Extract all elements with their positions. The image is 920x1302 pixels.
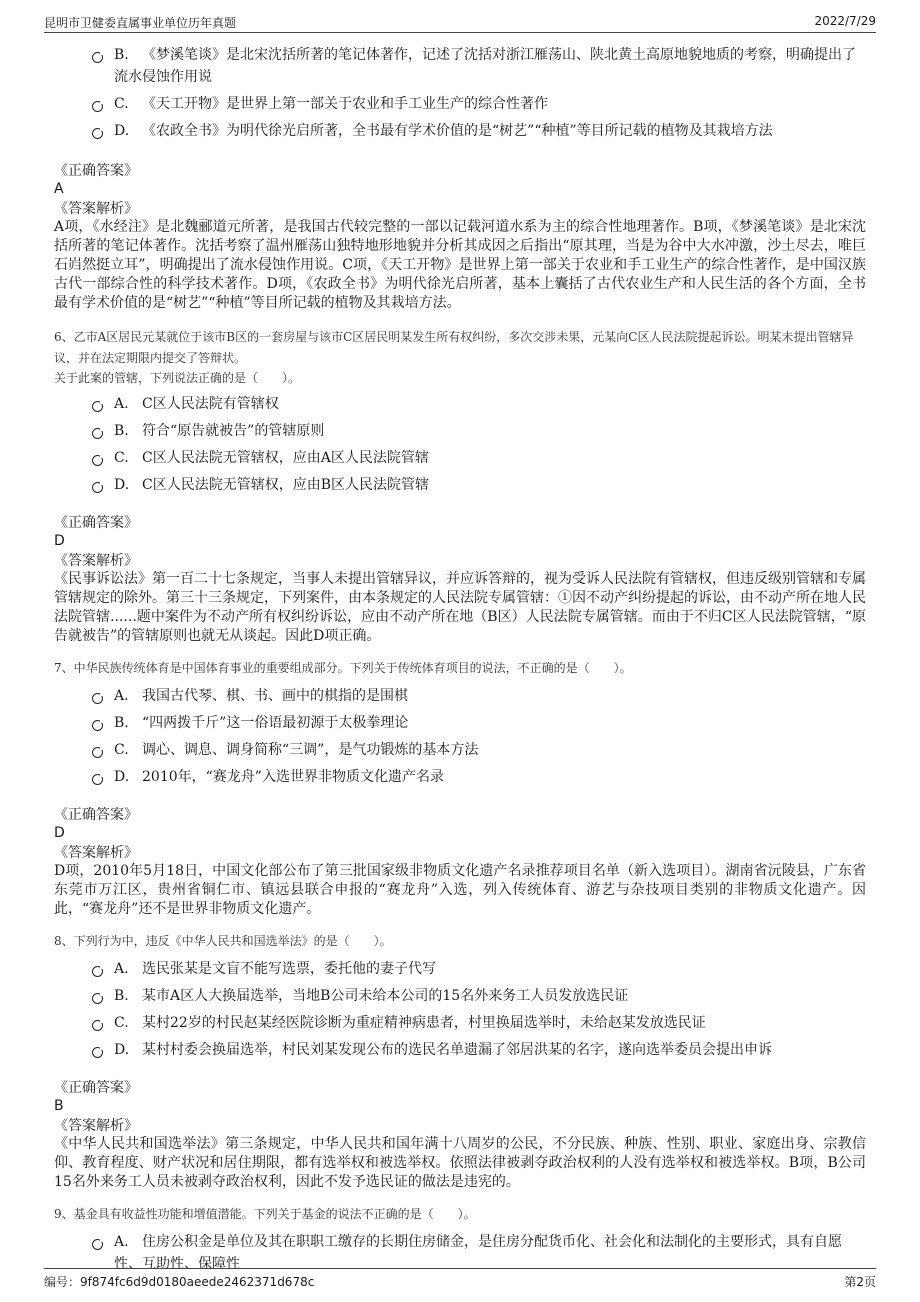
explanation-text: D项，2010年5月18日，中国文化部公布了第三批国家级非物质文化遗产名录推荐项目名单（新入选项目）。湖南省沅陵县，广东省东莞市万江区，贵州省铜仁市、镇远县联合申报的“赛龙舟”入选，列入传统体育、游艺与杂技项目类别的非物质文化遗产。因此，“赛龙舟”还不是世界非物质文化遗产。 — [54, 863, 866, 917]
explanation-text: 《民事诉讼法》第一百二十七条规定，当事人未提出管辖异议，并应诉答辩的，视为受诉人民法院有管辖权，但违反级别管辖和专属管辖规定的除外。第三十三条规定，下列案件，由本条规定的人民法院专属管辖：①因不动产纠纷提起的诉讼，由不动产所在地人民法院管辖......题中案件为不动产所有权纠纷诉讼，应由不动产所在地（B区）人民法院专属管辖。而由于不归C区人民法院管辖，“原告就被告”的管辖原则也就无从谈起。因此D项正确。 — [54, 571, 866, 644]
option-letter: C. — [114, 96, 129, 112]
option-d[interactable] — [54, 120, 866, 142]
option-letter: A. — [114, 688, 129, 704]
option-letter: C. — [114, 742, 129, 758]
radio-icon[interactable] — [92, 1047, 103, 1058]
option-text: 某市A区人大换届选举，当地B公司未给本公司的15名外来务工人员发放选民证 — [142, 988, 629, 1004]
option-a[interactable] — [54, 685, 866, 707]
option-c[interactable] — [54, 93, 866, 115]
option-text: 住房公积金是单位及其在职职工缴存的长期住房储金，是住房分配货币化、社会化和法制化的主要形式，具有自愿性、互助性、保障性 — [114, 1234, 842, 1272]
question-6-prompt: 关于此案的管辖，下列说法正确的是（ ）。 — [54, 371, 301, 385]
answer-value: D — [54, 533, 65, 549]
answer-label: 《正确答案》 — [54, 807, 138, 823]
q5-options — [54, 44, 866, 142]
option-d[interactable] — [54, 474, 866, 496]
radio-icon[interactable] — [92, 101, 103, 112]
explanation-label: 《答案解析》 — [54, 553, 138, 569]
page-number: 第2页 — [844, 1275, 876, 1289]
answer-value: D — [54, 825, 65, 841]
option-letter: B. — [114, 715, 129, 731]
option-b[interactable] — [54, 985, 866, 1007]
option-b[interactable] — [54, 420, 866, 442]
option-letter: A. — [114, 961, 129, 977]
option-text: 《天工开物》是世界上第一部关于农业和手工业生产的综合性著作 — [142, 96, 548, 112]
option-text: 符合“原告就被告”的管辖原则 — [142, 423, 325, 439]
radio-icon[interactable] — [92, 455, 103, 466]
radio-icon[interactable] — [92, 428, 103, 439]
option-a[interactable] — [54, 393, 866, 415]
radio-icon[interactable] — [92, 720, 103, 731]
radio-icon[interactable] — [92, 993, 103, 1004]
option-text: 《农政全书》为明代徐光启所著，全书最有学术价值的是“树艺”“种植”等目所记载的植物及其栽培方法 — [142, 123, 773, 139]
option-text: 调心、调息、调身简称“三调”，是气功锻炼的基本方法 — [142, 742, 479, 758]
radio-icon[interactable] — [92, 774, 103, 785]
option-a[interactable] — [54, 958, 866, 980]
option-text: 我国古代琴、棋、书、画中的棋指的是围棋 — [142, 688, 408, 704]
page-footer — [44, 1268, 876, 1291]
radio-icon[interactable] — [92, 1020, 103, 1031]
radio-icon[interactable] — [92, 693, 103, 704]
radio-icon[interactable] — [92, 966, 103, 977]
page-header — [44, 10, 876, 33]
explanation-label: 《答案解析》 — [54, 845, 138, 861]
explanation-text: A项，《水经注》是北魏郦道元所著，是我国古代较完整的一部以记载河道水系为主的综合性地理著作。B项，《梦溪笔谈》是北宋沈括所著的笔记体著作。沈括考察了温州雁荡山独特地形地貌并分析其成因之后指出“原其理，当是为谷中大水冲激，沙土尽去，唯巨石岿然挺立耳”，明确提出了流水侵蚀作用说。C项，《天工开物》是世界上第一部关于农业和手工业生产的综合性著作，是中国汉族古代一部综合性的科学技术著作。D项，《农政全书》为明代徐光启所著，基本上囊括了古代农业生产和人民生活的各个方面，全书最有学术价值的是“树艺”“种植”等目所记载的植物及其栽培方法。 — [54, 219, 866, 311]
option-text: 2010年，“赛龙舟”入选世界非物质文化遗产名录 — [142, 769, 444, 785]
document-date: 2022/7/29 — [814, 14, 876, 28]
option-letter: C. — [114, 450, 129, 466]
document-code: 编号：9f874fc6d9d0180aeede2462371d678c — [44, 1275, 315, 1289]
radio-icon[interactable] — [92, 401, 103, 412]
option-text: C区人民法院无管辖权，应由B区人民法院管辖 — [142, 477, 429, 493]
q6-options — [54, 393, 866, 496]
question-6-stem: 6、乙市A区居民元某就位于该市B区的一套房屋与该市C区居民明某发生所有权纠纷，多次交涉未果，元某向C区人民法院提起诉讼。明某未提出管辖异议，并在法定期限内提交了答辩状。 — [54, 330, 854, 365]
answer-label: 《正确答案》 — [54, 515, 138, 531]
answer-label: 《正确答案》 — [54, 1080, 138, 1096]
option-letter: D. — [114, 1042, 130, 1058]
option-text: C区人民法院无管辖权，应由A区人民法院管辖 — [142, 450, 429, 466]
explanation-text: 《中华人民共和国选举法》第三条规定，中华人民共和国年满十八周岁的公民，不分民族、种族、性别、职业、家庭出身、宗教信仰、教育程度、财产状况和居住期限，都有选举权和被选举权。依照法律被剥夺政治权利的人没有选举权和被选举权。B项，B公司15名外来务工人员未被剥夺政治权利，因此不发予选民证的做法是违宪的。 — [54, 1136, 866, 1190]
option-letter: C. — [114, 1015, 129, 1031]
option-c[interactable] — [54, 1012, 866, 1034]
option-text: 《梦溪笔谈》是北宋沈括所著的笔记体著作，记述了沈括对浙江雁荡山、陕北黄土高原地貌地质的考察，明确提出了流水侵蚀作用说 — [114, 47, 856, 85]
radio-icon[interactable] — [92, 482, 103, 493]
option-letter: B. — [114, 988, 129, 1004]
option-letter: D. — [114, 769, 130, 785]
explanation-label: 《答案解析》 — [54, 1118, 138, 1134]
answer-value: A — [54, 181, 64, 197]
document-title: 昆明市卫健委直属事业单位历年真题 — [44, 16, 237, 30]
option-text: 某村22岁的村民赵某经医院诊断为重症精神病患者，村里换届选举时，未给赵某发放选民证 — [142, 1015, 706, 1031]
option-letter: D. — [114, 477, 130, 493]
radio-icon[interactable] — [92, 52, 103, 63]
option-text: 选民张某是文盲不能写选票，委托他的妻子代写 — [142, 961, 436, 977]
option-d[interactable] — [54, 766, 866, 788]
explanation-label: 《答案解析》 — [54, 201, 138, 217]
option-c[interactable] — [54, 447, 866, 469]
question-7-stem: 7、中华民族传统体育是中国体育事业的重要组成部分。下列关于传统体育项目的说法，不正确的是（ ）。 — [54, 661, 632, 675]
option-text: C区人民法院有管辖权 — [142, 396, 279, 412]
radio-icon[interactable] — [92, 128, 103, 139]
question-8-stem: 8、下列行为中，违反《中华人民共和国选举法》的是（ ）。 — [54, 934, 392, 948]
option-text: 某村村委会换届选举，村民刘某发现公布的选民名单遗漏了邻居洪某的名字，遂向选举委员会提出申诉 — [142, 1042, 772, 1058]
option-letter: A. — [114, 396, 129, 412]
option-letter: A. — [114, 1234, 129, 1250]
option-b[interactable] — [54, 712, 866, 734]
question-9-stem: 9、基金具有收益性功能和增值潜能。下列关于基金的说法不正确的是（ ）。 — [54, 1207, 476, 1221]
option-c[interactable] — [54, 739, 866, 761]
page-content — [54, 44, 866, 1280]
option-d[interactable] — [54, 1039, 866, 1061]
option-letter: D. — [114, 123, 130, 139]
q8-options — [54, 958, 866, 1061]
option-letter: B. — [114, 47, 129, 63]
option-b[interactable] — [54, 44, 866, 88]
option-text: “四两拨千斤”这一俗语最初源于太极拳理论 — [142, 715, 409, 731]
answer-label: 《正确答案》 — [54, 163, 138, 179]
radio-icon[interactable] — [92, 1239, 103, 1250]
q7-options — [54, 685, 866, 788]
option-letter: B. — [114, 423, 129, 439]
answer-value: B — [54, 1098, 64, 1114]
radio-icon[interactable] — [92, 747, 103, 758]
